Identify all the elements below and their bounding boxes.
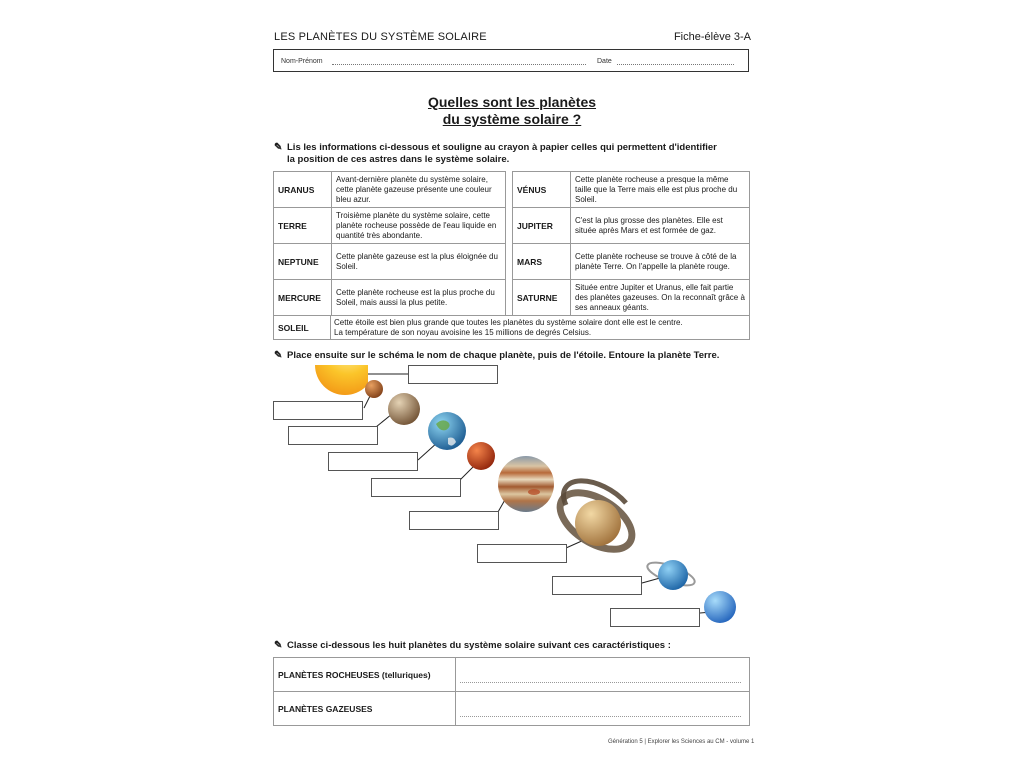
planet-name: NEPTUNE (274, 244, 332, 280)
name-label: Nom-Prénom (281, 58, 323, 65)
label-box-saturn[interactable] (477, 544, 567, 563)
label-box-mercury[interactable] (273, 401, 363, 420)
mars-planet (467, 442, 495, 470)
footer-credit: Génération 5 | Explorer les Sciences au CM - volume 1 (608, 739, 755, 745)
page-title-line2: du système solaire ? (442, 111, 582, 127)
star-description-line2: La température de son noyau avoisine les 15 millions de degrés Celsius. (334, 328, 592, 337)
planet-description[interactable]: Troisième planète du système solaire, cette planète rocheuse possède de l'eau liquide en quantité très abondante. (332, 208, 506, 244)
worksheet-title: LES PLANÈTES DU SYSTÈME SOLAIRE (274, 31, 487, 43)
uranus-planet (645, 558, 697, 590)
planet-name: MERCURE (274, 280, 332, 316)
classification-row (274, 658, 750, 692)
venus-planet (388, 393, 420, 425)
gas-planets-answer[interactable] (456, 692, 750, 726)
rocky-planets-label: PLANÈTES ROCHEUSES (telluriques) (274, 658, 456, 692)
planet-description[interactable]: Située entre Jupiter et Uranus, elle fait partie des planètes gazeuses. On la reconnaît grâce à ses anneaux géants. (571, 280, 750, 316)
jupiter-planet (498, 456, 554, 512)
planet-description[interactable]: Cette planète gazeuse est la plus éloignée du Soleil. (332, 244, 506, 280)
page-title-line1: Quelles sont les planètes (427, 94, 597, 110)
star-description-line1: Cette étoile est bien plus grande que toutes les planètes du système solaire dont elle est le centre. (334, 318, 683, 327)
star-name: SOLEIL (278, 323, 309, 333)
planet-name: TERRE (274, 208, 332, 244)
planet-name: MARS (513, 244, 571, 280)
pointing-hand-icon: ✎ (274, 142, 283, 153)
mercury-planet (365, 380, 383, 398)
label-box-uranus[interactable] (552, 576, 642, 595)
classification-table (273, 657, 750, 726)
label-box-venus[interactable] (288, 426, 378, 445)
classification-row (274, 692, 750, 726)
planet-name: URANUS (274, 172, 332, 208)
label-box-earth[interactable] (328, 452, 418, 471)
planet-name: VÉNUS (513, 172, 571, 208)
fiche-number: Fiche-élève 3-A (673, 31, 751, 43)
pointing-hand-icon: ✎ (274, 640, 283, 651)
instruction-3 (274, 640, 757, 652)
label-box-mars[interactable] (371, 478, 461, 497)
planet-description[interactable]: Cette planète rocheuse est la plus proche du Soleil, mais aussi la plus petite. (332, 280, 506, 316)
planet-description[interactable]: Avant-dernière planète du système solaire, cette planète gazeuse présente une couleur bleu azur. (332, 172, 506, 208)
earth-planet (428, 412, 466, 450)
instruction-1-line1: Lis les informations ci-dessous et souligne au crayon à papier celles qui permettent d'identifier (287, 142, 717, 153)
label-box-neptune[interactable] (610, 608, 700, 627)
instruction-2-text: Place ensuite sur le schéma le nom de chaque planète, puis de l'étoile. Entoure la planète Terre. (287, 350, 720, 361)
planet-name: JUPITER (513, 208, 571, 244)
label-box-sun[interactable] (408, 365, 498, 384)
label-box-jupiter[interactable] (409, 511, 499, 530)
instruction-1-line2: la position de ces astres dans le système solaire. (287, 154, 510, 165)
planet-description[interactable]: Cette planète rocheuse se trouve à côté de la planète Terre. On l'appelle la planète rouge. (571, 244, 750, 280)
planet-description[interactable]: Cette planète rocheuse a presque la même taille que la Terre mais elle est plus proche du Soleil. (571, 172, 750, 208)
date-label: Date (597, 58, 612, 65)
planet-name: SATURNE (513, 280, 571, 316)
neptune-planet (704, 591, 736, 623)
rocky-planets-answer[interactable] (456, 658, 750, 692)
instruction-3-text: Classe ci-dessous les huit planètes du système solaire suivant ces caractéristiques : (287, 640, 671, 651)
gas-planets-label: PLANÈTES GAZEUSES (274, 692, 456, 726)
pointing-hand-icon: ✎ (274, 350, 283, 361)
planet-description[interactable]: C'est la plus grosse des planètes. Elle est située après Mars et est formée de gaz. (571, 208, 750, 244)
